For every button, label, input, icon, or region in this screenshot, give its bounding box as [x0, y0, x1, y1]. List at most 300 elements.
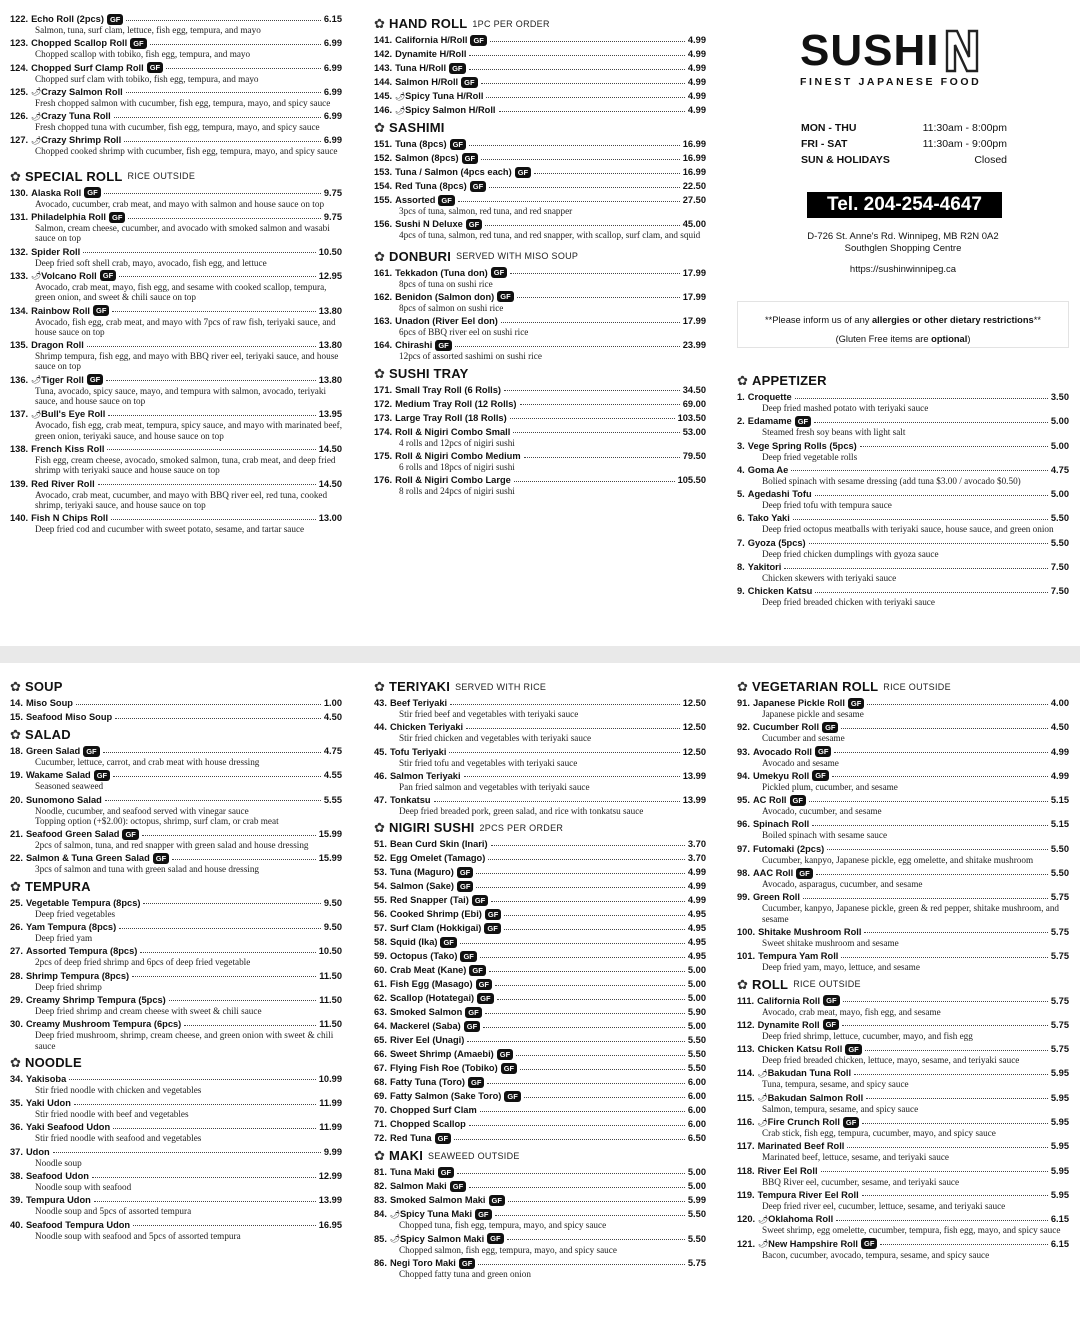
- item-number: 93.: [737, 746, 750, 757]
- menu-item-row: [737, 1213, 1069, 1225]
- item-number: 1.: [737, 392, 745, 402]
- dot-leader: [793, 519, 1048, 520]
- dot-leader: [150, 44, 321, 45]
- item-name: Squid (Ika): [389, 937, 438, 948]
- menu-column-1: [10, 13, 342, 536]
- item-price: 5.95: [1050, 1189, 1069, 1200]
- item-number: 8.: [737, 562, 745, 573]
- gluten-free-badge: GF: [497, 1049, 513, 1060]
- item-name: Flying Fish Roe (Tobiko): [389, 1063, 498, 1074]
- item-description: Avocado, fish egg, crab meat, and mayo with 7pcs of raw fish, teriyaki sauce, and house sauce on top: [35, 316, 336, 337]
- item-name: Futomaki (2pcs): [752, 843, 825, 854]
- item-price: 6.99: [323, 86, 342, 97]
- item-number: 5.: [737, 489, 745, 500]
- menu-item-row: [374, 138, 706, 150]
- item-number: 137.: [10, 409, 29, 420]
- hours-day: SUN & HOLIDAYS: [801, 154, 890, 166]
- dot-leader: [489, 187, 680, 188]
- menu-item-row: [374, 1118, 706, 1130]
- item-number: 123.: [10, 38, 29, 49]
- item-number: 22.: [10, 853, 23, 864]
- gluten-free-badge: GF: [861, 1238, 877, 1249]
- menu-item: [374, 1048, 706, 1060]
- dot-leader: [460, 943, 685, 944]
- menu-item: [10, 305, 342, 338]
- menu-item: [10, 852, 342, 874]
- item-number: 26.: [10, 922, 23, 933]
- item-name: Dynamite Roll: [757, 1019, 820, 1030]
- item-price: 1.00: [323, 698, 342, 708]
- item-name: Tuna / Salmon (4pcs each): [395, 167, 512, 177]
- menu-item: [374, 426, 706, 448]
- item-name: Salmon Maki: [389, 1181, 447, 1192]
- item-name: Mackerel (Saba): [389, 1021, 461, 1032]
- item-price: 4.50: [1050, 722, 1069, 733]
- gluten-free-badge: GF: [823, 1019, 839, 1030]
- item-price: 4.99: [1050, 770, 1069, 781]
- item-name: Assorted Tempura (8pcs): [25, 946, 138, 957]
- phone-number: Tel. 204-254-4647: [807, 192, 1002, 218]
- item-number: 59.: [374, 951, 387, 962]
- item-number: 94.: [737, 770, 750, 781]
- item-name: Chopped Scallop: [389, 1119, 466, 1130]
- dot-leader: [866, 1098, 1048, 1099]
- item-name: Chicken Teriyaki: [389, 722, 464, 733]
- menu-item: [737, 415, 1069, 437]
- item-number: 101.: [737, 951, 756, 962]
- item-name: Tuna H/Roll: [395, 63, 447, 73]
- menu-item: [737, 721, 1069, 743]
- item-price: 4.50: [323, 712, 342, 722]
- dot-leader: [476, 887, 684, 888]
- item-name: Seafood Miso Soup: [25, 712, 113, 722]
- menu-section-noodle: [10, 1055, 342, 1241]
- menu-item: [374, 34, 706, 46]
- item-price: 45.00: [682, 219, 706, 230]
- section-header: [374, 16, 706, 31]
- notice-text: **: [1033, 315, 1041, 325]
- item-price: 5.00: [687, 1021, 706, 1032]
- menu-item-row: [10, 246, 342, 258]
- item-price: 79.50: [682, 451, 706, 462]
- item-price: 13.80: [318, 340, 342, 351]
- menu-item-row: [10, 374, 342, 386]
- dot-leader: [860, 446, 1048, 447]
- item-number: 162.: [374, 291, 393, 302]
- dot-leader: [112, 311, 315, 312]
- item-number: 153.: [374, 167, 393, 177]
- section-header: [374, 249, 706, 264]
- item-description: 6 rolls and 18pcs of nigiri sushi: [399, 462, 515, 473]
- dot-leader: [119, 276, 316, 277]
- menu-item-row: [374, 1166, 706, 1178]
- menu-item-row: [374, 267, 706, 279]
- item-price: 4.75: [1050, 464, 1069, 475]
- gluten-free-badge: GF: [449, 63, 465, 74]
- item-description: Deep fried breaded pork, green salad, and rice with tonkatsu sauce: [399, 806, 644, 817]
- item-price: 12.50: [682, 722, 706, 733]
- chili-pepper-icon: 🌶: [31, 271, 42, 281]
- item-number: 46.: [374, 770, 387, 781]
- item-price: 6.00: [687, 1119, 706, 1130]
- menu-section-salad: [10, 727, 342, 875]
- item-number: 6.: [737, 513, 745, 524]
- dot-leader: [172, 859, 316, 860]
- item-price: 23.99: [682, 340, 706, 351]
- item-price: 7.50: [1050, 586, 1069, 597]
- notice-text: (Gluten Free items are: [835, 334, 932, 344]
- menu-item-row: [10, 339, 342, 351]
- menu-item: [737, 1092, 1069, 1114]
- item-number: 143.: [374, 63, 393, 73]
- item-number: 141.: [374, 35, 393, 45]
- notice-emphasis: allergies or other dietary restrictions: [871, 315, 1034, 325]
- item-name: Salmon & Tuna Green Salad: [25, 853, 150, 864]
- item-number: 95.: [737, 795, 750, 806]
- item-number: 29.: [10, 994, 23, 1005]
- dot-leader: [815, 592, 1048, 593]
- menu-item: [10, 374, 342, 407]
- flower-icon: ✿: [374, 120, 385, 135]
- item-name: Smoked Salmon: [389, 1007, 463, 1018]
- item-name: Alaska Roll: [31, 187, 82, 198]
- section-subtitle: 2PCS PER ORDER: [479, 822, 564, 833]
- menu-item-row: [737, 464, 1069, 476]
- item-description: Chopped salmon, fish egg, tempura, mayo, and spicy sauce: [399, 1244, 617, 1255]
- logo-wordmark: [800, 28, 1010, 74]
- item-number: 154.: [374, 181, 393, 191]
- item-price: 9.99: [323, 1146, 342, 1157]
- item-number: 9.: [737, 586, 745, 597]
- menu-item: [737, 1116, 1069, 1138]
- menu-item-row: [374, 291, 706, 303]
- item-number: 139.: [10, 478, 29, 489]
- item-name: Fish N Chips Roll: [31, 513, 109, 524]
- gluten-free-badge: GF: [122, 829, 138, 840]
- section-title: SUSHI TRAY: [389, 365, 469, 381]
- item-number: 91.: [737, 698, 750, 708]
- item-price: 5.50: [687, 1209, 706, 1220]
- gluten-free-badge: GF: [468, 1077, 484, 1088]
- menu-item-row: [737, 697, 1069, 709]
- dot-leader: [841, 957, 1048, 958]
- item-number: 36.: [10, 1122, 23, 1133]
- item-number: 163.: [374, 316, 393, 327]
- dot-leader: [836, 1220, 1048, 1221]
- item-price: 4.55: [323, 770, 342, 781]
- item-name: Cooked Shrimp (Ebi): [389, 909, 482, 920]
- menu-item: [737, 770, 1069, 792]
- item-number: 175.: [374, 451, 393, 462]
- item-name: Salmon (Sake): [389, 881, 455, 892]
- item-price: 4.95: [687, 909, 706, 920]
- dot-leader: [514, 481, 675, 482]
- dot-leader: [491, 845, 685, 846]
- item-price: 22.50: [682, 181, 706, 191]
- flower-icon: ✿: [10, 168, 21, 184]
- address-line: Southglen Shopping Centre: [844, 243, 962, 254]
- menu-item-row: [10, 86, 342, 98]
- item-price: 12.50: [682, 698, 706, 708]
- menu-item-row: [374, 936, 706, 948]
- menu-item-row: [374, 1180, 706, 1192]
- item-name: Surf Clam (Hokkigai): [389, 923, 482, 934]
- item-price: 5.00: [687, 979, 706, 990]
- item-number: 120.: [737, 1214, 756, 1225]
- gluten-free-badge: GF: [435, 340, 451, 351]
- item-number: 58.: [374, 937, 387, 948]
- item-name: New Hampshire Roll: [768, 1238, 859, 1249]
- menu-item-row: [10, 443, 342, 455]
- menu-item-row: [374, 922, 706, 934]
- menu-item-row: [737, 721, 1069, 733]
- item-number: 19.: [10, 770, 23, 781]
- item-number: 135.: [10, 340, 29, 351]
- dot-leader: [812, 825, 1048, 826]
- menu-item-row: [374, 412, 706, 424]
- dot-leader: [481, 83, 685, 84]
- dot-leader: [184, 1025, 316, 1026]
- item-number: 151.: [374, 139, 393, 149]
- item-name: Spinach Roll: [752, 819, 810, 830]
- gluten-free-badge: GF: [459, 1258, 475, 1269]
- item-number: 115.: [737, 1092, 755, 1103]
- gluten-free-badge: GF: [475, 1209, 491, 1220]
- dot-leader: [862, 1195, 1048, 1196]
- item-number: 63.: [374, 1007, 387, 1018]
- menu-item: [10, 1194, 342, 1216]
- section-header: [374, 679, 706, 694]
- gluten-free-badge: GF: [107, 14, 123, 25]
- dot-leader: [497, 999, 685, 1000]
- gluten-free-badge: GF: [485, 909, 501, 920]
- allergy-notice: [737, 301, 1069, 348]
- menu-item-row: [737, 1165, 1069, 1177]
- item-description: 2pcs of deep fried shrimp and 6pcs of deep fried vegetable: [35, 957, 251, 968]
- item-number: 30.: [10, 1019, 23, 1030]
- item-price: 14.50: [318, 478, 342, 489]
- menu-item-row: [10, 769, 342, 781]
- menu-item-row: [10, 1194, 342, 1206]
- item-number: 134.: [10, 305, 29, 316]
- item-name: Miso Soup: [25, 698, 73, 708]
- item-number: 140.: [10, 513, 29, 524]
- section-header: [374, 820, 706, 835]
- menu-section-maki: [374, 1148, 706, 1279]
- menu-item-row: [374, 852, 706, 864]
- item-name: Yaki Seafood Udon: [25, 1122, 111, 1133]
- dot-leader: [504, 929, 685, 930]
- item-description: Avocado, crab meat, mayo, fish egg, and sesame: [762, 1006, 941, 1017]
- menu-item: [10, 1219, 342, 1241]
- menu-item: [374, 992, 706, 1004]
- item-name: Bakudan Tuna Roll: [767, 1068, 852, 1079]
- item-description: Chopped fatty tuna and green onion: [399, 1269, 531, 1280]
- menu-item-row: [374, 1194, 706, 1206]
- item-description: Bacon, cucumber, avocado, tempura, sesame, and spicy sauce: [762, 1249, 990, 1260]
- chili-pepper-icon: 🌶: [758, 1214, 769, 1224]
- address-block: [790, 231, 1016, 276]
- item-price: 4.99: [687, 63, 706, 73]
- menu-item-row: [10, 1121, 342, 1133]
- hours-row: [801, 120, 1007, 136]
- item-price: 5.00: [1050, 440, 1069, 451]
- item-number: 55.: [374, 895, 387, 906]
- item-description: Avocado, cucumber, and sesame: [762, 806, 882, 817]
- item-number: 37.: [10, 1146, 23, 1157]
- item-name: Red Tuna (8pcs): [395, 181, 467, 191]
- item-price: 4.95: [687, 951, 706, 962]
- item-name: Benidon (Salmon don): [395, 291, 495, 302]
- item-number: 47.: [374, 795, 387, 806]
- item-description: Deep fried shrimp: [35, 981, 102, 992]
- dot-leader: [114, 117, 321, 118]
- item-price: 12.95: [318, 270, 342, 281]
- item-price: 16.99: [682, 139, 706, 149]
- item-description: Stir fried noodle with chicken and vegetables: [35, 1084, 202, 1095]
- menu-item: [737, 464, 1069, 486]
- item-price: 4.99: [1050, 746, 1069, 757]
- menu-item-row: [10, 512, 342, 524]
- dot-leader: [469, 69, 685, 70]
- menu-item-row: [10, 697, 342, 709]
- item-number: 66.: [374, 1049, 387, 1060]
- item-description: Deep fried mashed potato with teriyaki sauce: [762, 403, 929, 413]
- gluten-free-badge: GF: [491, 267, 507, 278]
- menu-item-row: [374, 194, 706, 206]
- menu-item: [374, 76, 706, 88]
- dot-leader: [449, 752, 679, 753]
- menu-section-tempura: [10, 879, 342, 1051]
- dot-leader: [864, 932, 1047, 933]
- menu-item: [374, 1233, 706, 1255]
- item-name: Salmon H/Roll: [395, 77, 459, 87]
- item-number: 44.: [374, 722, 387, 733]
- item-number: 124.: [10, 62, 29, 73]
- menu-item: [10, 1018, 342, 1051]
- item-description: Avocado, fish egg, crab meat, tempura, spicy sauce, and mayo with marinated beef, green onion, teriyaki sauce, and house sauce on top: [35, 420, 342, 441]
- dot-leader: [815, 495, 1048, 496]
- menu-item-row: [737, 391, 1069, 403]
- item-description: BBQ River eel, cucumber, sesame, and teriyaki sauce: [762, 1176, 960, 1187]
- item-price: 15.99: [318, 853, 342, 864]
- menu-item: [737, 512, 1069, 534]
- dot-leader: [124, 141, 321, 142]
- menu-item: [10, 1121, 342, 1143]
- dot-leader: [520, 404, 680, 405]
- dot-leader: [113, 1128, 316, 1129]
- item-name: River Eel (Unagi): [389, 1035, 465, 1046]
- item-name: Spicy Salmon H/Roll: [405, 105, 496, 115]
- menu-item: [737, 891, 1069, 924]
- dot-leader: [834, 752, 1047, 753]
- menu-item-row: [737, 1116, 1069, 1128]
- item-number: 70.: [374, 1105, 387, 1116]
- dot-leader: [827, 849, 1048, 850]
- item-description: Chopped cooked shrimp with cucumber, fish egg, tempura, mayo, and spicy sauce: [35, 146, 338, 157]
- menu-item-row: [737, 561, 1069, 573]
- item-name: Volcano Roll: [41, 270, 97, 281]
- item-price: 4.99: [687, 91, 706, 101]
- menu-item-row: [374, 1048, 706, 1060]
- gluten-free-badge: GF: [515, 167, 531, 178]
- item-name: Egg Omelet (Tamago): [389, 853, 486, 864]
- menu-item-row: [374, 1257, 706, 1269]
- item-name: Tempura River Eel Roll: [757, 1189, 859, 1200]
- dot-leader: [507, 1239, 685, 1240]
- item-description: 12pcs of assorted sashimi on sushi rice: [399, 351, 542, 362]
- menu-item-row: [737, 867, 1069, 879]
- item-price: 5.50: [687, 1035, 706, 1046]
- gluten-free-badge: GF: [93, 305, 109, 316]
- item-number: 7.: [737, 537, 745, 548]
- website-link[interactable]: https://sushinwinnipeg.ca: [849, 264, 957, 275]
- item-name: Seafood Udon: [25, 1171, 89, 1182]
- item-number: 83.: [374, 1195, 387, 1206]
- menu-item-row: [374, 964, 706, 976]
- gluten-free-badge: GF: [501, 1063, 517, 1074]
- menu-item-row: [374, 1006, 706, 1018]
- dot-leader: [488, 859, 685, 860]
- item-description: Salmon, cream cheese, cucumber, and avocado with smoked salmon and wasabi sauce on top: [35, 223, 330, 244]
- menu-item: [374, 922, 706, 934]
- gluten-free-badge: GF: [470, 35, 486, 46]
- item-number: 100.: [737, 926, 756, 937]
- menu-item: [10, 1170, 342, 1192]
- item-price: 13.99: [682, 795, 706, 806]
- menu-item: [374, 90, 706, 102]
- menu-item: [374, 978, 706, 990]
- item-price: 5.50: [1050, 843, 1069, 854]
- item-name: Salmon (8pcs): [395, 153, 459, 163]
- dot-leader: [457, 1173, 685, 1174]
- item-description: Chopped scallop with tobiko, fish egg, tempura, and mayo: [35, 49, 251, 60]
- item-name: Yakitori: [747, 562, 782, 573]
- item-name: Tekkadon (Tuna don): [395, 267, 488, 278]
- gluten-free-badge: GF: [504, 1091, 520, 1102]
- item-description: Deep fried octopus meatballs with teriyaki sauce, house sauce, and green onion: [762, 524, 1054, 535]
- item-name: California H/Roll: [395, 35, 468, 45]
- menu-item-row: [10, 187, 342, 199]
- menu-item: [374, 1118, 706, 1130]
- menu-column-6: [737, 679, 1069, 1262]
- item-price: 10.99: [318, 1073, 342, 1084]
- item-description: 6pcs of BBQ river eel on sushi rice: [399, 327, 529, 338]
- item-number: 14.: [10, 698, 23, 708]
- item-price: 13.99: [682, 770, 706, 781]
- hours-time: 11:30am - 9:00pm: [922, 138, 1007, 150]
- item-description: Deep fried tofu with tempura sauce: [762, 500, 892, 511]
- menu-item-row: [10, 970, 342, 982]
- item-name: Fish Egg (Masago): [389, 979, 473, 990]
- menu-item: [374, 1208, 706, 1230]
- menu-item: [374, 152, 706, 164]
- menu-item-row: [374, 908, 706, 920]
- item-price: 17.99: [682, 291, 706, 302]
- dot-leader: [524, 457, 680, 458]
- item-name: Tuna Maki: [389, 1167, 435, 1178]
- gluten-free-badge: GF: [435, 1133, 451, 1144]
- menu-item-row: [374, 992, 706, 1004]
- gluten-free-badge: GF: [815, 746, 831, 757]
- item-price: 5.15: [1050, 795, 1069, 806]
- item-name: Bull's Eye Roll: [41, 409, 106, 420]
- gluten-free-badge: GF: [484, 923, 500, 934]
- item-price: 5.00: [687, 1167, 706, 1178]
- flower-icon: ✿: [10, 679, 21, 694]
- item-number: 132.: [10, 246, 29, 257]
- item-number: 125.: [10, 86, 29, 97]
